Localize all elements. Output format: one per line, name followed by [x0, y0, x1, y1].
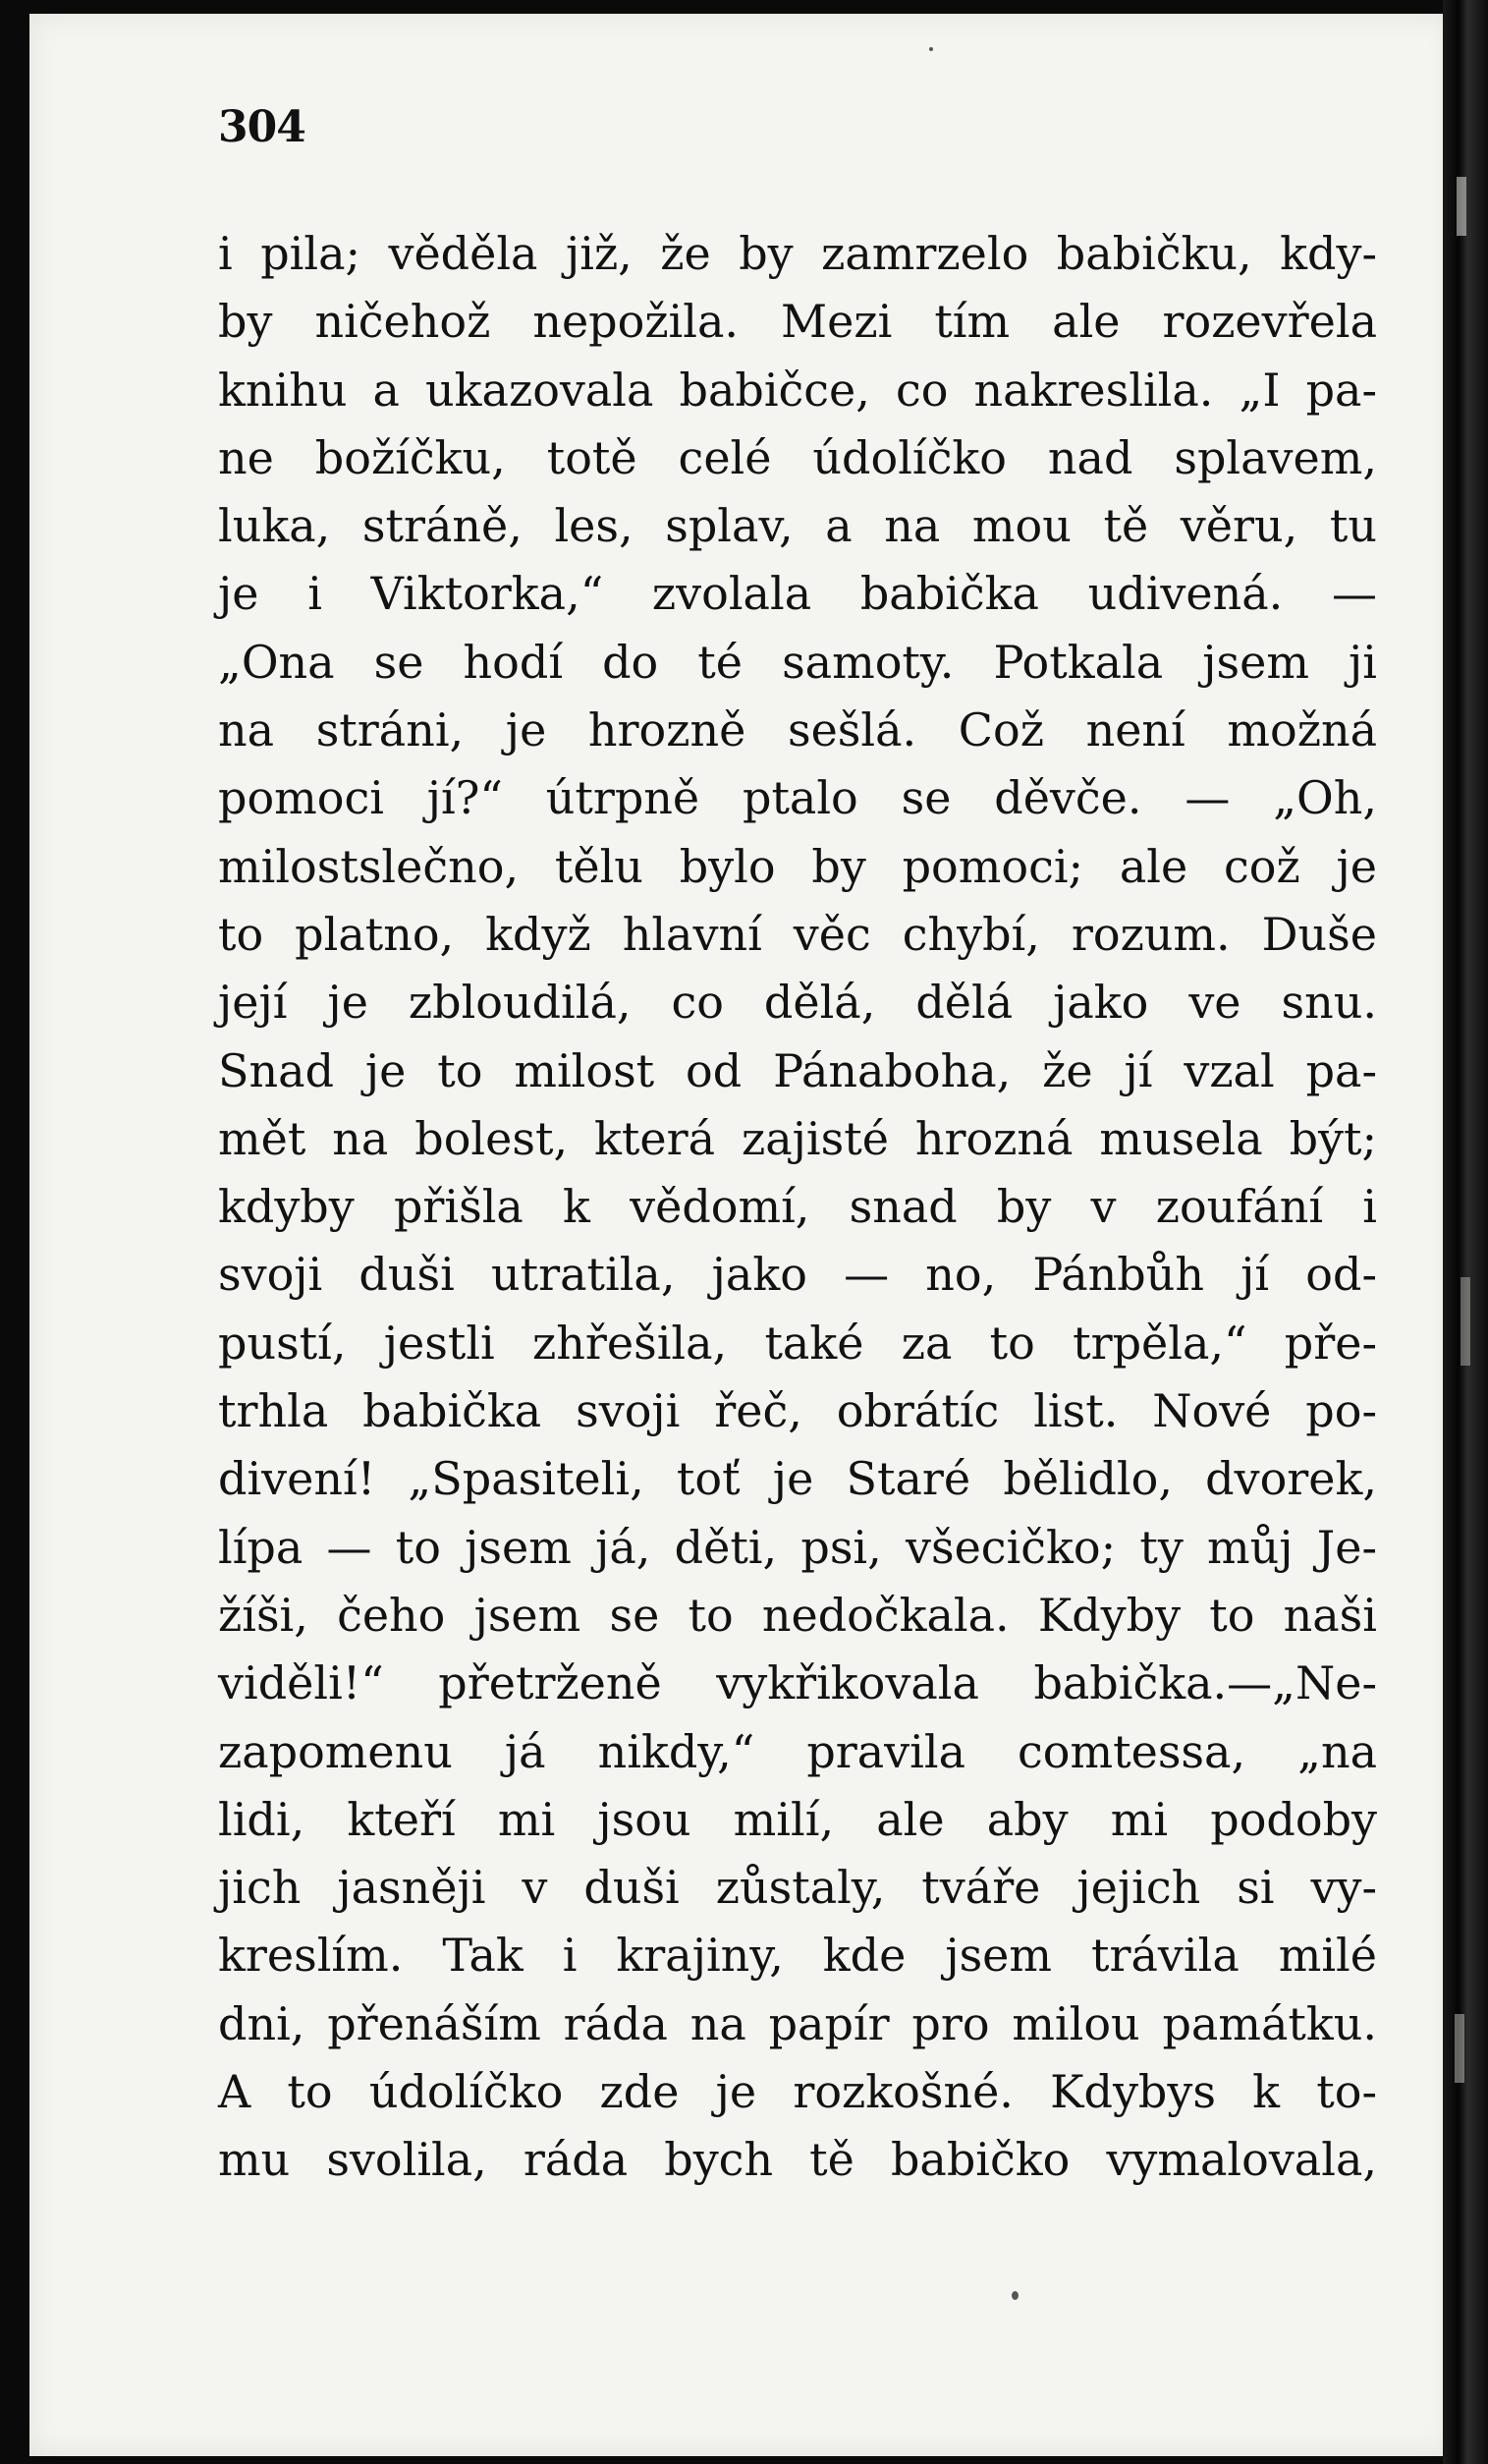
text-line: trhla babička svoji řeč, obrátíc list. Nové po-: [218, 1384, 1377, 1438]
text-line: žíši, čeho jsem se to nedočkala. Kdyby to naši: [218, 1588, 1377, 1642]
text-line: její je zbloudilá, co dělá, dělá jako ve snu.: [218, 976, 1377, 1030]
text-line: dni, přenáším ráda na papír pro milou památku.: [218, 1996, 1377, 2050]
text-line: mět na bolest, která zajisté hrozná musela být;: [218, 1111, 1377, 1165]
text-line: Snad je to milost od Pánaboha, že jí vzal pa-: [218, 1043, 1377, 1097]
text-line: luka, stráně, les, splav, a na mou tě věru, tu: [218, 499, 1377, 553]
text-line: milostslečno, tělu bylo by pomoci; ale což je: [218, 839, 1377, 893]
text-line: by ničehož nepožila. Mezi tím ale rozevřela: [218, 295, 1377, 349]
body-text: [218, 220, 1377, 2195]
text-line: lípa — to jsem já, děti, psi, všecičko; ty můj Je-: [218, 1520, 1377, 1574]
text-line: zapomenu já nikdy,“ pravila comtessa, „na: [218, 1724, 1377, 1778]
text-line: lidi, kteří mi jsou milí, ale aby mi podoby: [218, 1792, 1377, 1846]
dust-speck: [1012, 2291, 1019, 2300]
text-line: pustí, jestli zhřešila, také za to trpěla,“ pře-: [218, 1316, 1377, 1370]
edge-highlight: [1457, 177, 1466, 236]
text-line: to platno, když hlavní věc chybí, rozum. Duše: [218, 907, 1377, 961]
text-line: kreslím. Tak i krajiny, kde jsem trávila milé: [218, 1929, 1377, 1983]
page-edge-shadow: [1443, 0, 1488, 2464]
text-line: pomoci jí?“ útrpně ptalo se děvče. — „Oh,: [218, 771, 1377, 825]
text-line: svoji duši utratila, jako — no, Pánbůh jí od-: [218, 1248, 1377, 1302]
page-number: 304: [218, 102, 305, 152]
text-line: „Ona se hodí do té samoty. Potkala jsem ji: [218, 635, 1377, 689]
text-line: divení! „Spasiteli, toť je Staré bělidlo, dvorek,: [218, 1452, 1377, 1506]
dust-speck: [929, 47, 933, 51]
text-line: jich jasněji v duši zůstaly, tváře jejich si vy-: [218, 1861, 1377, 1915]
text-line: A to údolíčko zde je rozkošné. Kdybys k to-: [218, 2065, 1377, 2119]
edge-highlight: [1460, 1277, 1470, 1366]
text-line: knihu a ukazovala babičce, co nakreslila. „I pa-: [218, 363, 1377, 417]
text-line: na stráni, je hrozně sešlá. Což není možná: [218, 703, 1377, 757]
edge-highlight: [1455, 2014, 1464, 2083]
text-line: kdyby přišla k vědomí, snad by v zoufání i: [218, 1180, 1377, 1234]
text-line: mu svolila, ráda bych tě babičko vymalovala,: [218, 2133, 1377, 2187]
text-line: viděli!“ přetrženě vykřikovala babička.—„Ne-: [218, 1656, 1377, 1710]
text-line: je i Viktorka,“ zvolala babička udivená. —: [218, 567, 1377, 621]
text-line: i pila; věděla již, že by zamrzelo babičku, kdy-: [218, 227, 1377, 280]
text-line: ne božíčku, totě celé údolíčko nad splavem,: [218, 430, 1377, 484]
